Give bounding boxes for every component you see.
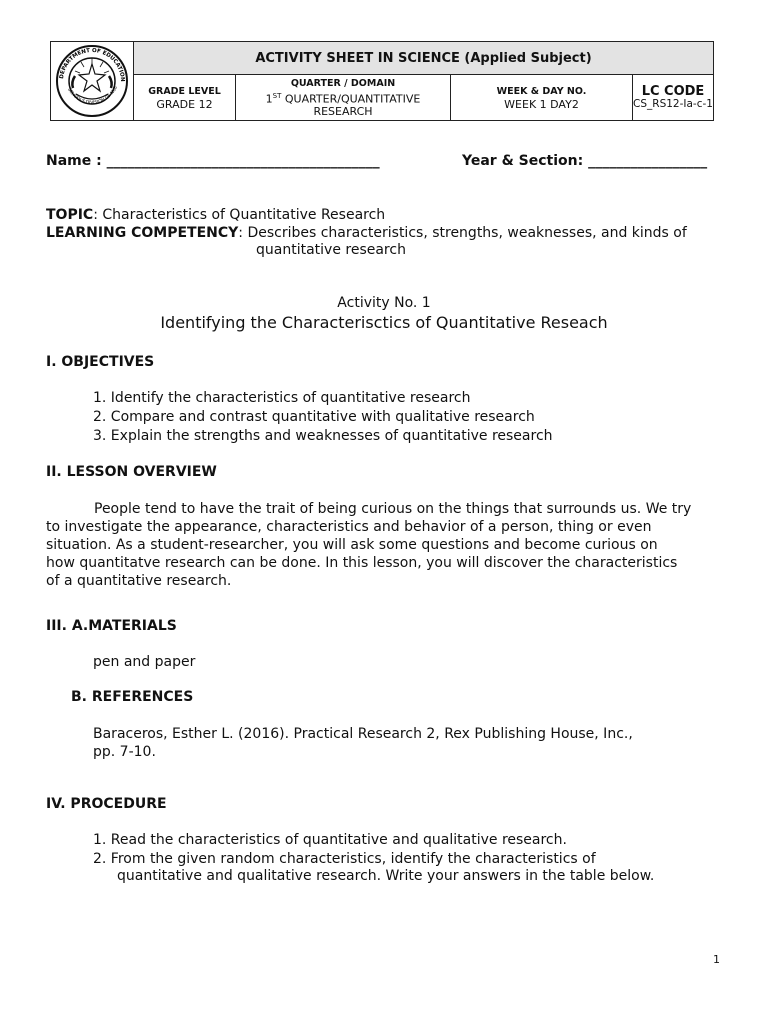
- year-section-label: Year & Section:: [462, 153, 589, 169]
- week-day-cell: [451, 75, 633, 120]
- competency-text-cont: quantitative research: [256, 242, 406, 258]
- quarter-value-line2: RESEARCH: [313, 105, 373, 119]
- quarter-value-line1: 1ST QUARTER/QUANTITATIVE: [265, 91, 421, 106]
- name-blank[interactable]: _______________________________________: [106, 153, 380, 169]
- procedure-item: 1. Read the characteristics of quantitative and qualitative research.: [93, 832, 567, 848]
- objective-item: 2. Compare and contrast quantitative with qualitative research: [93, 409, 535, 425]
- procedure-item-cont: quantitative and qualitative research. Write your answers in the table below.: [117, 868, 655, 884]
- topic-text: : Characteristics of Quantitative Research: [93, 207, 386, 223]
- reference-line: pp. 7-10.: [93, 744, 156, 760]
- procedure-item: 2. From the given random characteristics, identify the characteristics of: [93, 851, 596, 867]
- reference-line: Baraceros, Esther L. (2016). Practical Research 2, Rex Publishing House, Inc.,: [93, 726, 633, 742]
- year-section-field[interactable]: [462, 152, 707, 170]
- deped-seal-logo: [51, 42, 133, 120]
- week-label: WEEK & DAY NO.: [496, 85, 587, 97]
- grade-level-value: GRADE 12: [156, 97, 213, 111]
- seal-cell: [51, 42, 134, 120]
- name-field[interactable]: [46, 152, 380, 170]
- overview-line: to investigate the appearance, characteristics and behavior of a person, thing or even: [46, 519, 652, 535]
- lc-label: LC CODE: [641, 83, 705, 99]
- sheet-title: ACTIVITY SHEET IN SCIENCE (Applied Subject): [134, 42, 713, 75]
- header-table: [50, 41, 714, 121]
- competency-label: LEARNING COMPETENCY: [46, 225, 239, 241]
- competency-line: [46, 224, 687, 242]
- overview-line: of a quantitative research.: [46, 573, 232, 589]
- grade-level-label: GRADE LEVEL: [148, 85, 221, 97]
- svg-text:SCHOOLS DIVISION OF NUEVA ECIJ: SCHOOLS DIVISION OF NUE: [66, 85, 120, 106]
- references-heading: B. REFERENCES: [71, 689, 194, 705]
- competency-text: : Describes characteristics, strengths, weaknesses, and kinds of: [238, 225, 687, 241]
- overview-line: People tend to have the trait of being curious on the things that surrounds us. We try: [94, 501, 692, 517]
- procedure-heading: IV. PROCEDURE: [46, 796, 167, 812]
- objectives-heading: I. OBJECTIVES: [46, 354, 155, 370]
- overview-heading: II. LESSON OVERVIEW: [46, 464, 217, 480]
- name-label: Name :: [46, 153, 107, 169]
- objective-item: 3. Explain the strengths and weaknesses of quantitative research: [93, 428, 553, 444]
- topic-label: TOPIC: [46, 207, 94, 223]
- grade-level-cell: [134, 75, 236, 120]
- quarter-label: QUARTER / DOMAIN: [290, 77, 396, 89]
- materials-text: pen and paper: [93, 654, 196, 670]
- topic-line: [46, 206, 385, 224]
- svg-text:DEPARTMENT OF EDUCATION: DEPARTMENT OF EDUCATION: [59, 47, 126, 82]
- objective-item: 1. Identify the characteristics of quantitative research: [93, 390, 471, 406]
- year-section-blank[interactable]: _________________: [588, 153, 708, 169]
- page-number: 1: [713, 953, 720, 966]
- materials-heading: III. A.MATERIALS: [46, 618, 177, 634]
- lc-code-cell: [633, 75, 713, 120]
- overview-line: situation. As a student-researcher, you will ask some questions and become curious on: [46, 537, 658, 553]
- overview-line: how quantitatve research can be done. In this lesson, you will discover the characteristics: [46, 555, 678, 571]
- week-value: WEEK 1 DAY2: [504, 97, 579, 111]
- activity-title: Identifying the Characterisctics of Quantitative Reseach: [160, 313, 608, 332]
- quarter-domain-cell: [236, 75, 451, 120]
- activity-number: Activity No. 1: [337, 295, 431, 311]
- lc-value: CS_RS12-Ia-c-1: [633, 97, 713, 110]
